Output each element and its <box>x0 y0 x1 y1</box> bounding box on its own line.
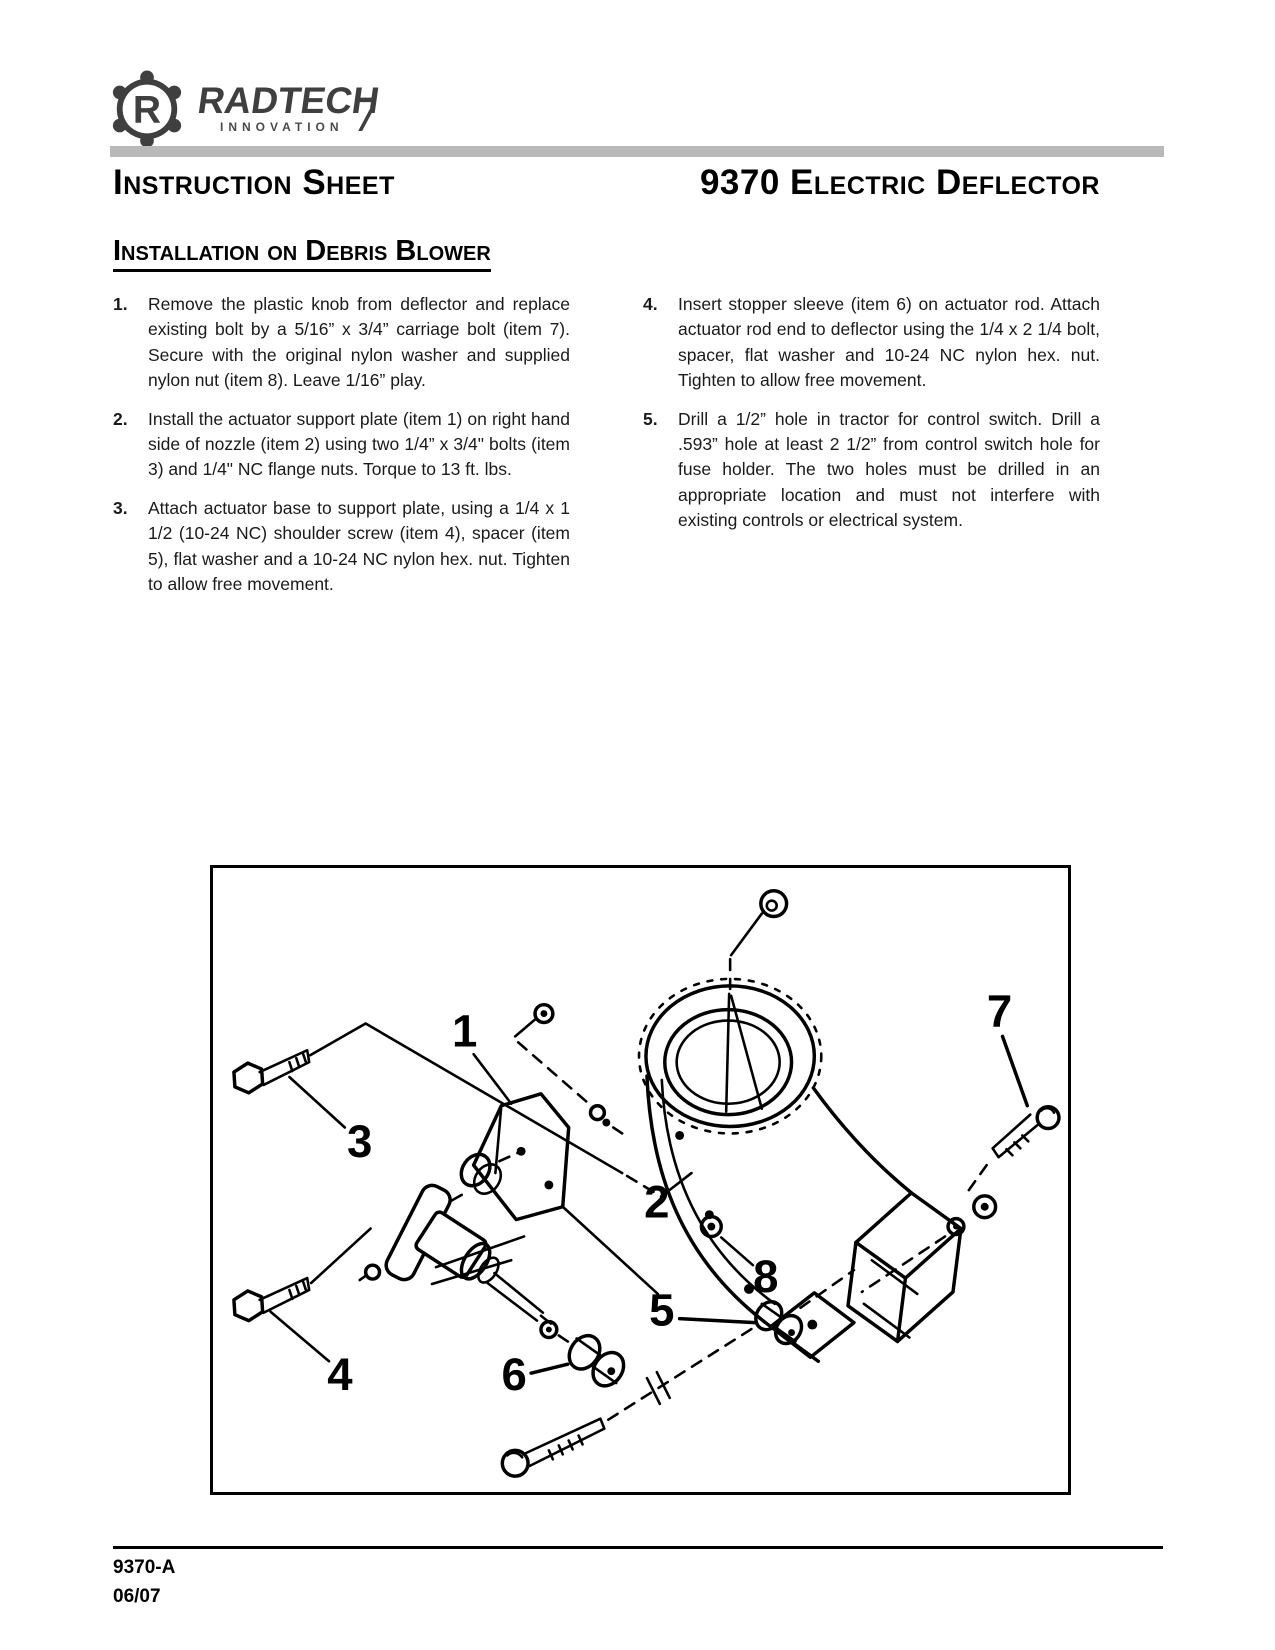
doc-number: 9370-A <box>113 1557 176 1578</box>
step-2 <box>113 407 570 483</box>
callout-3-label: 3 <box>347 1116 373 1168</box>
callout-2 <box>644 1173 691 1228</box>
footer <box>113 1553 175 1611</box>
callout-7-label: 7 <box>986 985 1013 1037</box>
brand-tagline: INNOVATION <box>220 120 344 134</box>
step-number: 2. <box>113 408 128 429</box>
logo-letter: R <box>132 88 162 132</box>
step-number: 3. <box>113 497 128 518</box>
logo <box>108 70 382 148</box>
step-text: Remove the plastic knob from deflector and replace existing bolt by a 5/16” x 3/4” carriage bolt (item 7). Secure with the original nylon washer and supplied nylon nut (item 8). Leave 1/16” play. <box>148 294 570 391</box>
diagram-drawing <box>213 868 1068 1492</box>
section-title: Installation on Debris Blower <box>113 234 491 272</box>
step-number: 5. <box>643 408 658 429</box>
callout-5 <box>649 1285 755 1336</box>
step-3 <box>113 496 570 598</box>
stopper-sleeve <box>559 1330 630 1392</box>
logo-wordmark <box>195 80 382 134</box>
header-divider-bar <box>110 146 1164 157</box>
top-nut <box>730 891 786 989</box>
step-text: Insert stopper sleeve (item 6) on actuator rod. Attach actuator rod end to deflector using the 1/4 x 2 1/4 bolt, spacer, flat washer and 10-24 NC nylon hex. nut. Tighten to allow free movement. <box>678 294 1100 391</box>
callout-4-label: 4 <box>327 1348 353 1400</box>
doc-date: 06/07 <box>113 1586 161 1607</box>
brand-name: RADTECH <box>195 80 382 121</box>
doc-title-right: 9370 Electric Deflector <box>699 163 1100 202</box>
steps-column-left <box>113 292 570 610</box>
step-text: Drill a 1/2” hole in tractor for control switch. Drill a .593” hole at least 2 1/2” from control switch hole for fuse holder. The two holes must be drilled in an appropriate location and must not interfere with existing controls or electrical system. <box>678 408 1100 531</box>
callout-5-label: 5 <box>649 1284 675 1336</box>
step-text: Install the actuator support plate (item 1) on right hand side of nozzle (item 2) using two 1/4” x 3/4" bolts (item 3) and 1/4" NC flange nuts. Torque to 13 ft. lbs. <box>148 408 570 480</box>
step-number: 4. <box>643 294 658 314</box>
doc-title-left: Instruction Sheet <box>113 163 395 202</box>
callout-1-label: 1 <box>452 1005 478 1057</box>
steps-column-right <box>643 292 1100 547</box>
callout-4 <box>271 1312 354 1400</box>
callout-7 <box>987 985 1027 1105</box>
step-5 <box>643 407 1100 534</box>
callout-1 <box>452 1005 593 1108</box>
gear-r-icon <box>108 70 186 148</box>
step-text: Attach actuator base to support plate, using a 1/4 x 1 1/2 (10-24 NC) shoulder screw (item 4), spacer (item 5), flat washer and a 10-24 NC nylon hex. nut. Tighten to allow free movement. <box>148 497 570 595</box>
callout-3 <box>289 1077 372 1167</box>
callout-6 <box>502 1349 568 1400</box>
callout-2-label: 2 <box>644 1176 670 1228</box>
callout-6-label: 6 <box>501 1348 527 1400</box>
bolt-7 <box>862 1107 1059 1292</box>
bottom-bolt <box>502 1326 757 1477</box>
exploded-parts-diagram <box>210 865 1071 1495</box>
title-row <box>113 163 1100 203</box>
bolt-3 <box>234 1024 662 1197</box>
step-1 <box>113 292 570 394</box>
footer-rule <box>113 1546 1163 1549</box>
bolt-4 <box>234 1229 371 1321</box>
callout-8-label: 8 <box>753 1250 779 1302</box>
step-number: 1. <box>113 294 128 314</box>
step-4 <box>643 292 1100 394</box>
nozzle-gear-ring <box>639 979 821 1134</box>
